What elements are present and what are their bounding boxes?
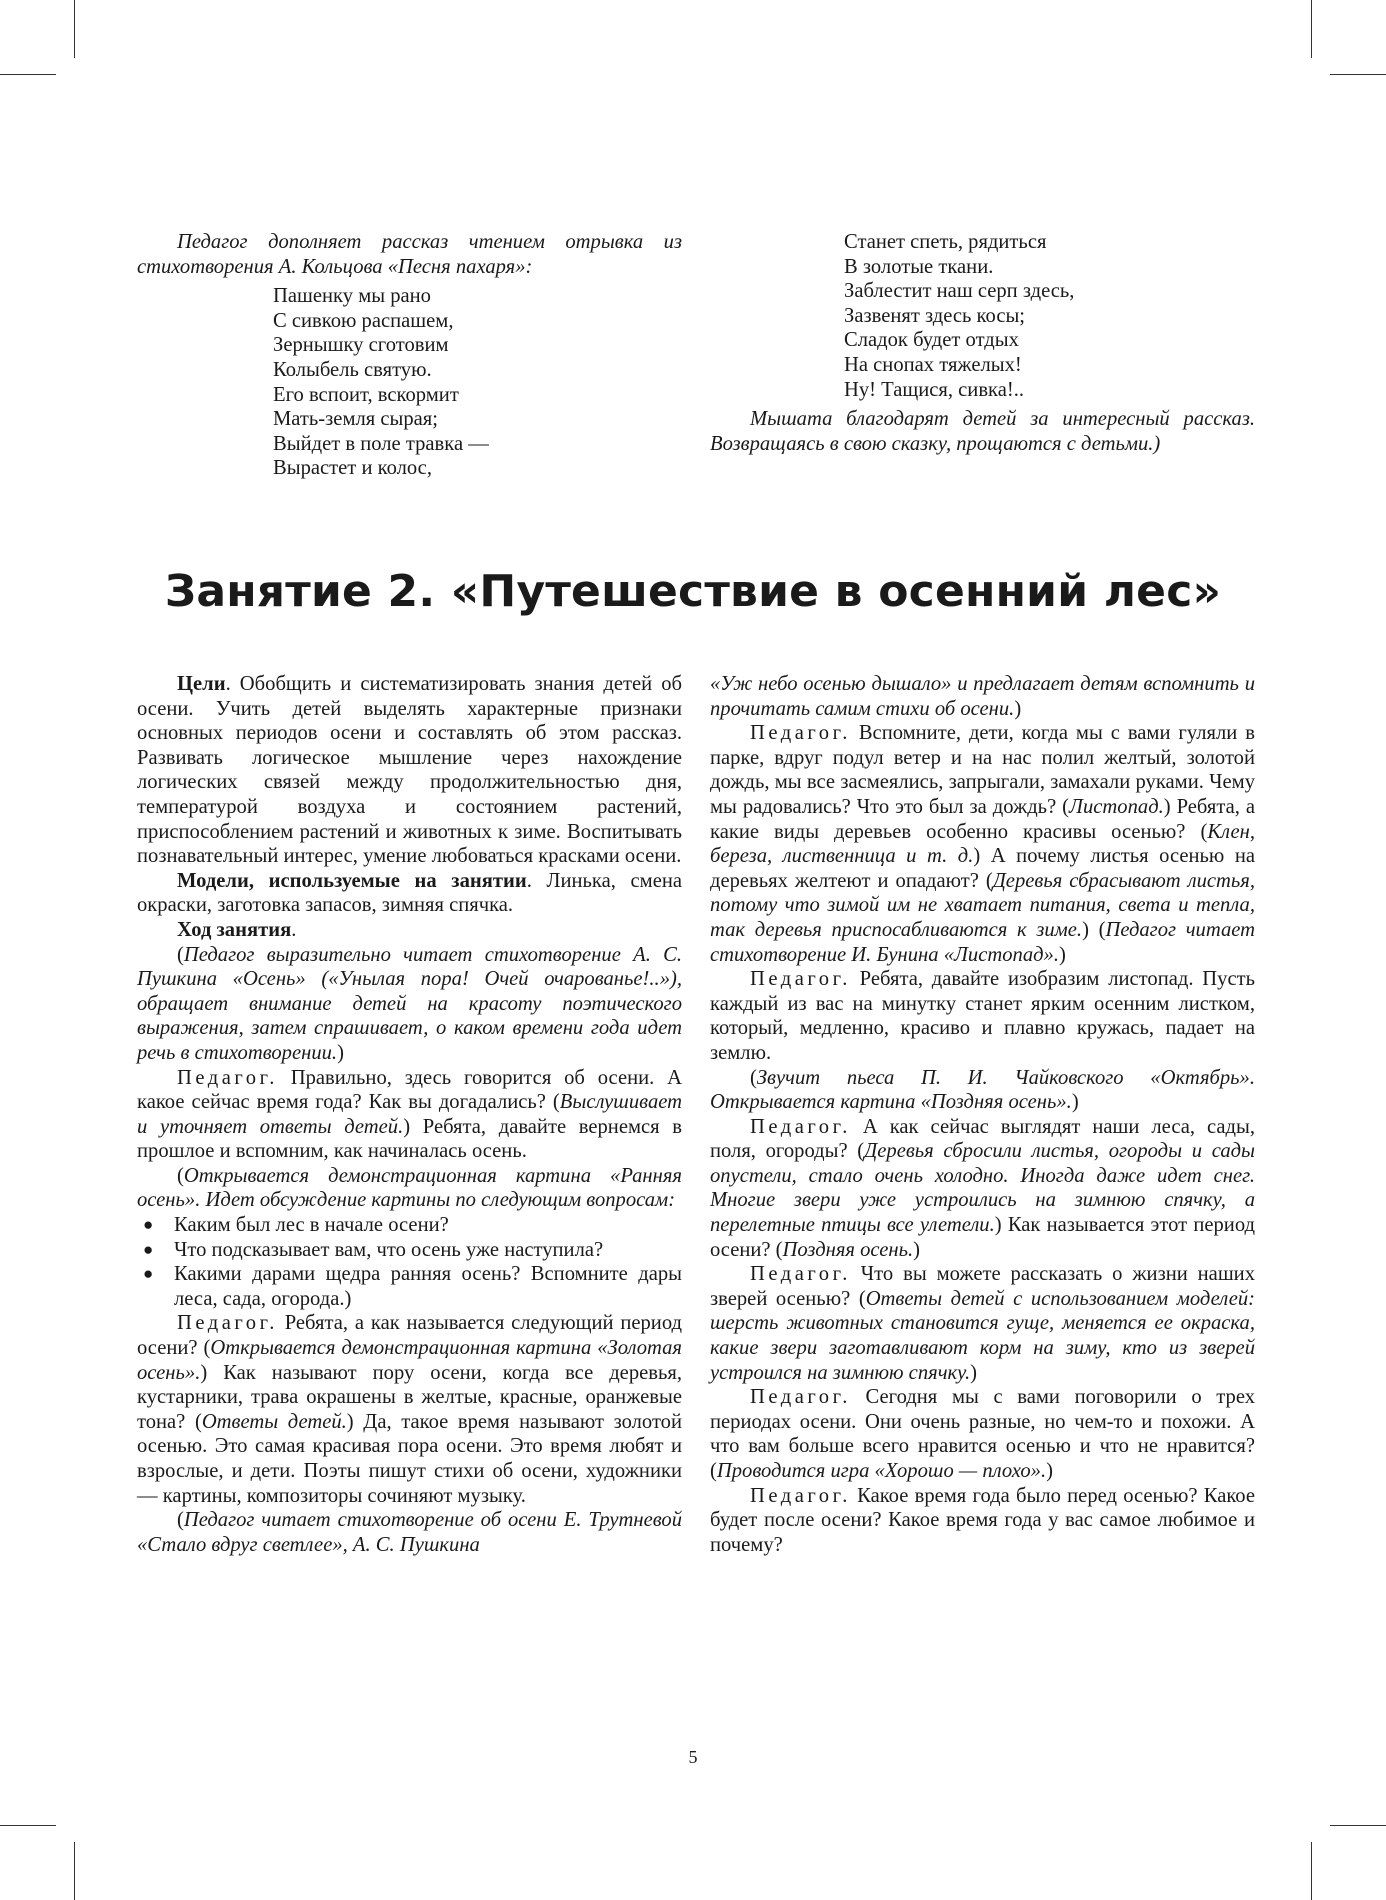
paren: ): [1014, 697, 1022, 720]
stage-direction-text: Педагог читает стихотворение И. Бунина «Листопад».: [710, 918, 1255, 966]
teacher-line: [710, 1115, 1255, 1263]
stage-direction: [137, 1508, 682, 1557]
paren: ): [1071, 1091, 1079, 1114]
speaker-label: Педагог.: [750, 968, 851, 991]
stage-direction-text: Открывается демонстрационная картина «Ранняя осень». Идет обсуждение картины по следующим вопросам:: [137, 1164, 682, 1212]
stage-direction-text: Клен, береза, лиственница и т. д.: [710, 820, 1255, 868]
crop-mark: [1311, 1842, 1312, 1900]
speaker-label: Педагог.: [750, 1263, 851, 1286]
teacher-line: [710, 721, 1255, 967]
top-left-column: [137, 230, 682, 481]
speech-text: Ребята, давайте изобразим листопад. Пусть каждый из вас на минутку станет ярким осенним листком, который, медленно, красиво и плавно кружась, падает на землю.: [710, 968, 1255, 1064]
poem-intro: Педагог дополняет рассказ чтением отрывка из стихотворения А. Кольцова «Песня пахаря»:: [137, 231, 682, 278]
poem-line: Мать-земля сырая;: [273, 408, 438, 431]
goals-text: . Обобщить и систематизировать знания детей об осени. Учить детей выделять характерные признаки основных периодов осени и составлять об этом рассказ. Развивать логическое мышление через нахождение логических связей между продолжительностью дня, температурой воздуха и состоянием растений, приспособлением растений и животных к зиме. Воспитывать познавательный интерес, умение любоваться красками осени.: [137, 673, 682, 868]
models-paragraph: [137, 869, 682, 918]
speaker-label: Педагог.: [750, 1386, 851, 1409]
stage-direction-text: Деревья сбрасывают листья, потому что зимой им не хватает питания, света и тепла, так деревья приспосабливаются к зиме.: [710, 869, 1256, 941]
goals-paragraph: [137, 672, 682, 869]
stage-direction-text: Педагог выразительно читает стихотворение А. С. Пушкина «Осень» («Унылая пора! Очей очарованье!..»), обращает внимание детей на красоту поэтического выражения, затем спрашивает, о каком времени года идет речь в стихотворении.: [137, 943, 682, 1064]
speaker-label: Педагог.: [177, 1066, 278, 1089]
teacher-line: [710, 967, 1255, 1065]
stage-direction-continued: [710, 672, 1255, 721]
poem-line: Станет спеть, рядиться: [844, 231, 1047, 253]
speech-text: ) Да, такое время называют золотой осенью. Это самая красивая пора осени. Это время любят и взрослые, и дети. Поэты пишут стихи об осени, художники — картины, композиторы сочиняют музыку.: [137, 1410, 682, 1507]
speech-text: ) А почему листья осенью на деревьях желтеют и опадают? (: [710, 845, 1255, 892]
poem-line: Пашенку мы рано: [273, 285, 431, 308]
crop-mark: [1311, 0, 1312, 58]
models-text: . Линька, смена окраски, заготовка запасов, зимняя спячка.: [137, 869, 682, 917]
poem-line: Выйдет в поле травка —: [273, 432, 489, 455]
list-item: ● Что подсказывает вам, что осень уже наступила?: [137, 1238, 682, 1263]
poem-line: Заблестит наш серп здесь,: [844, 280, 1075, 303]
stage-direction-text: Деревья сбросили листья, огороды и сады опустели, стало очень холодно. Иногда даже идет снег. Многие звери уже устроились на зимнюю спячку, а перелетные птицы все улетели.: [710, 1140, 1255, 1237]
speaker-label: Педагог.: [750, 1115, 851, 1138]
stage-direction-text: Поздняя осень.: [782, 1238, 914, 1261]
stage-direction-text: Проводится игра «Хорошо — плохо».: [716, 1460, 1047, 1482]
speech-text: ) Ребята, давайте вернемся в прошлое и вспомним, как начиналась осень.: [137, 1115, 682, 1163]
poem-part-1: [137, 284, 682, 481]
poem-line: Сладок будет отдых: [844, 329, 1019, 352]
poem-line: С сивкою распашем,: [273, 309, 454, 332]
crop-mark: [74, 1842, 75, 1900]
page-number: 5: [688, 1747, 698, 1767]
paren: ): [1059, 943, 1066, 966]
paren: (: [177, 1164, 184, 1187]
lesson-title: Занятие 2. «Путешествие в осенний лес»: [164, 566, 1222, 617]
poem-line: Зернышку сготовим: [273, 334, 449, 357]
speech-text: ) (: [1082, 918, 1106, 941]
speech-text: ) Как называется этот период осени? (: [710, 1214, 1256, 1261]
stage-direction-text: Выслушивает и уточняет ответы детей.: [137, 1091, 682, 1138]
poem-line: Вырастет и колос,: [273, 457, 432, 480]
crop-mark: [74, 0, 75, 58]
crop-mark: [0, 1825, 56, 1826]
speech-text: Сегодня мы с вами поговорили о трех периодах осени. Они очень разные, но чем-то и похожи. А что вам больше всего нравится осенью и что не нравится? (: [710, 1386, 1255, 1482]
poem-line: Его вспоит, вскормит: [273, 383, 459, 406]
paren: ): [1046, 1460, 1053, 1482]
top-right-column: [710, 230, 1255, 456]
speech-text: ) Ребята, а какие виды деревьев особенно красивы осенью? (: [710, 795, 1255, 843]
teacher-line: [137, 1066, 682, 1164]
paren: ): [913, 1238, 921, 1261]
crop-mark: [0, 74, 56, 75]
goals-label: Цели: [177, 673, 226, 695]
speaker-label: Педагог.: [750, 722, 851, 745]
speaker-label: Педагог.: [750, 1484, 851, 1507]
paren: ): [337, 1041, 344, 1064]
speech-text: Какое время года было перед осенью? Какое будет после осени? Какое время года у вас самое любимое и почему?: [710, 1484, 1255, 1556]
stage-direction-text: Ответы детей.: [201, 1410, 347, 1433]
teacher-line: [710, 1385, 1255, 1483]
poem-line: Колыбель святую.: [273, 358, 432, 381]
stage-direction-text: Ответы детей с использованием моделей: шерсть животных становится гуще, меняется ее окраска, какие звери заготавливают корм на зиму, кто из зверей устроился на зимнюю спячку.: [710, 1287, 1256, 1384]
speech-text: Что вы можете рассказать о жизни наших зверей осенью? (: [710, 1263, 1255, 1310]
course-label: Ход занятия: [177, 918, 292, 941]
stage-direction-text: «Уж небо осенью дышало» и предлагает детям вспомнить и прочитать самим стихи об осени.: [710, 673, 1255, 720]
speech-text: Правильно, здесь говорится об осени. А какое сейчас время года? Как вы догадались? (: [137, 1066, 682, 1114]
stage-direction-text: Листопад.: [1069, 795, 1164, 818]
teacher-line: [710, 1484, 1255, 1558]
question-list: [137, 1213, 682, 1311]
paren: ): [970, 1361, 977, 1384]
speaker-label: Педагог.: [177, 1312, 278, 1335]
stage-direction-text: Педагог читает стихотворение об осени Е. Трутневой «Стало вдруг светлее», А. С. Пушкина: [137, 1509, 682, 1556]
stage-direction: [137, 1164, 682, 1213]
speech-text: Вспомните, дети, когда мы с вами гуляли в парке, вдруг подул ветер и на нас полил желтый, золотой дождь, мы все засмеялись, запрыгали, замахали руками. Чему мы радовались? Что это был за дождь? (: [710, 722, 1255, 818]
course-heading: [137, 918, 682, 943]
main-left-column: [137, 672, 682, 1557]
course-dot: .: [291, 918, 297, 941]
teacher-line: [710, 1262, 1255, 1385]
stage-direction: [710, 1066, 1255, 1115]
poem-outro: Мышата благодарят детей за интересный рассказ. Возвращаясь в свою сказку, прощаются с детьми.): [710, 408, 1255, 455]
paren: (: [750, 1066, 757, 1089]
main-right-column: [710, 672, 1255, 1557]
stage-direction-text: Звучит пьеса П. И. Чайковского «Октябрь». Открывается картина «Поздняя осень».: [710, 1066, 1255, 1114]
poem-part-2: [710, 230, 1255, 402]
list-item: ● Каким был лес в начале осени?: [137, 1213, 682, 1238]
teacher-line: [137, 1311, 682, 1508]
speech-text: А как сейчас выглядят наши леса, сады, поля, огороды? (: [710, 1115, 1255, 1163]
paren: (: [177, 943, 184, 966]
poem-line: Ну! Тащися, сивка!..: [844, 378, 1025, 401]
stage-direction-text: Открывается демонстрационная картина «Золотая осень».: [137, 1337, 682, 1384]
paren: (: [177, 1509, 184, 1532]
speech-text: ) Как называют пору осени, когда все деревья, кустарники, трава окрашены в желтые, красные, оранжевые тона? (: [137, 1361, 682, 1433]
poem-line: В золотые ткани.: [844, 255, 994, 278]
list-item: ● Какими дарами щедра ранняя осень? Вспомните дары леса, сада, огорода.): [137, 1262, 682, 1311]
speech-text: Ребята, а как называется следующий период осени? (: [137, 1312, 682, 1360]
stage-direction: [137, 943, 682, 1066]
poem-line: Зазвенят здесь косы;: [844, 304, 1026, 327]
models-label: Модели, используемые на занятии: [177, 869, 527, 892]
crop-mark: [1330, 74, 1386, 75]
crop-mark: [1330, 1825, 1386, 1826]
poem-line: На снопах тяжелых!: [844, 353, 1022, 376]
